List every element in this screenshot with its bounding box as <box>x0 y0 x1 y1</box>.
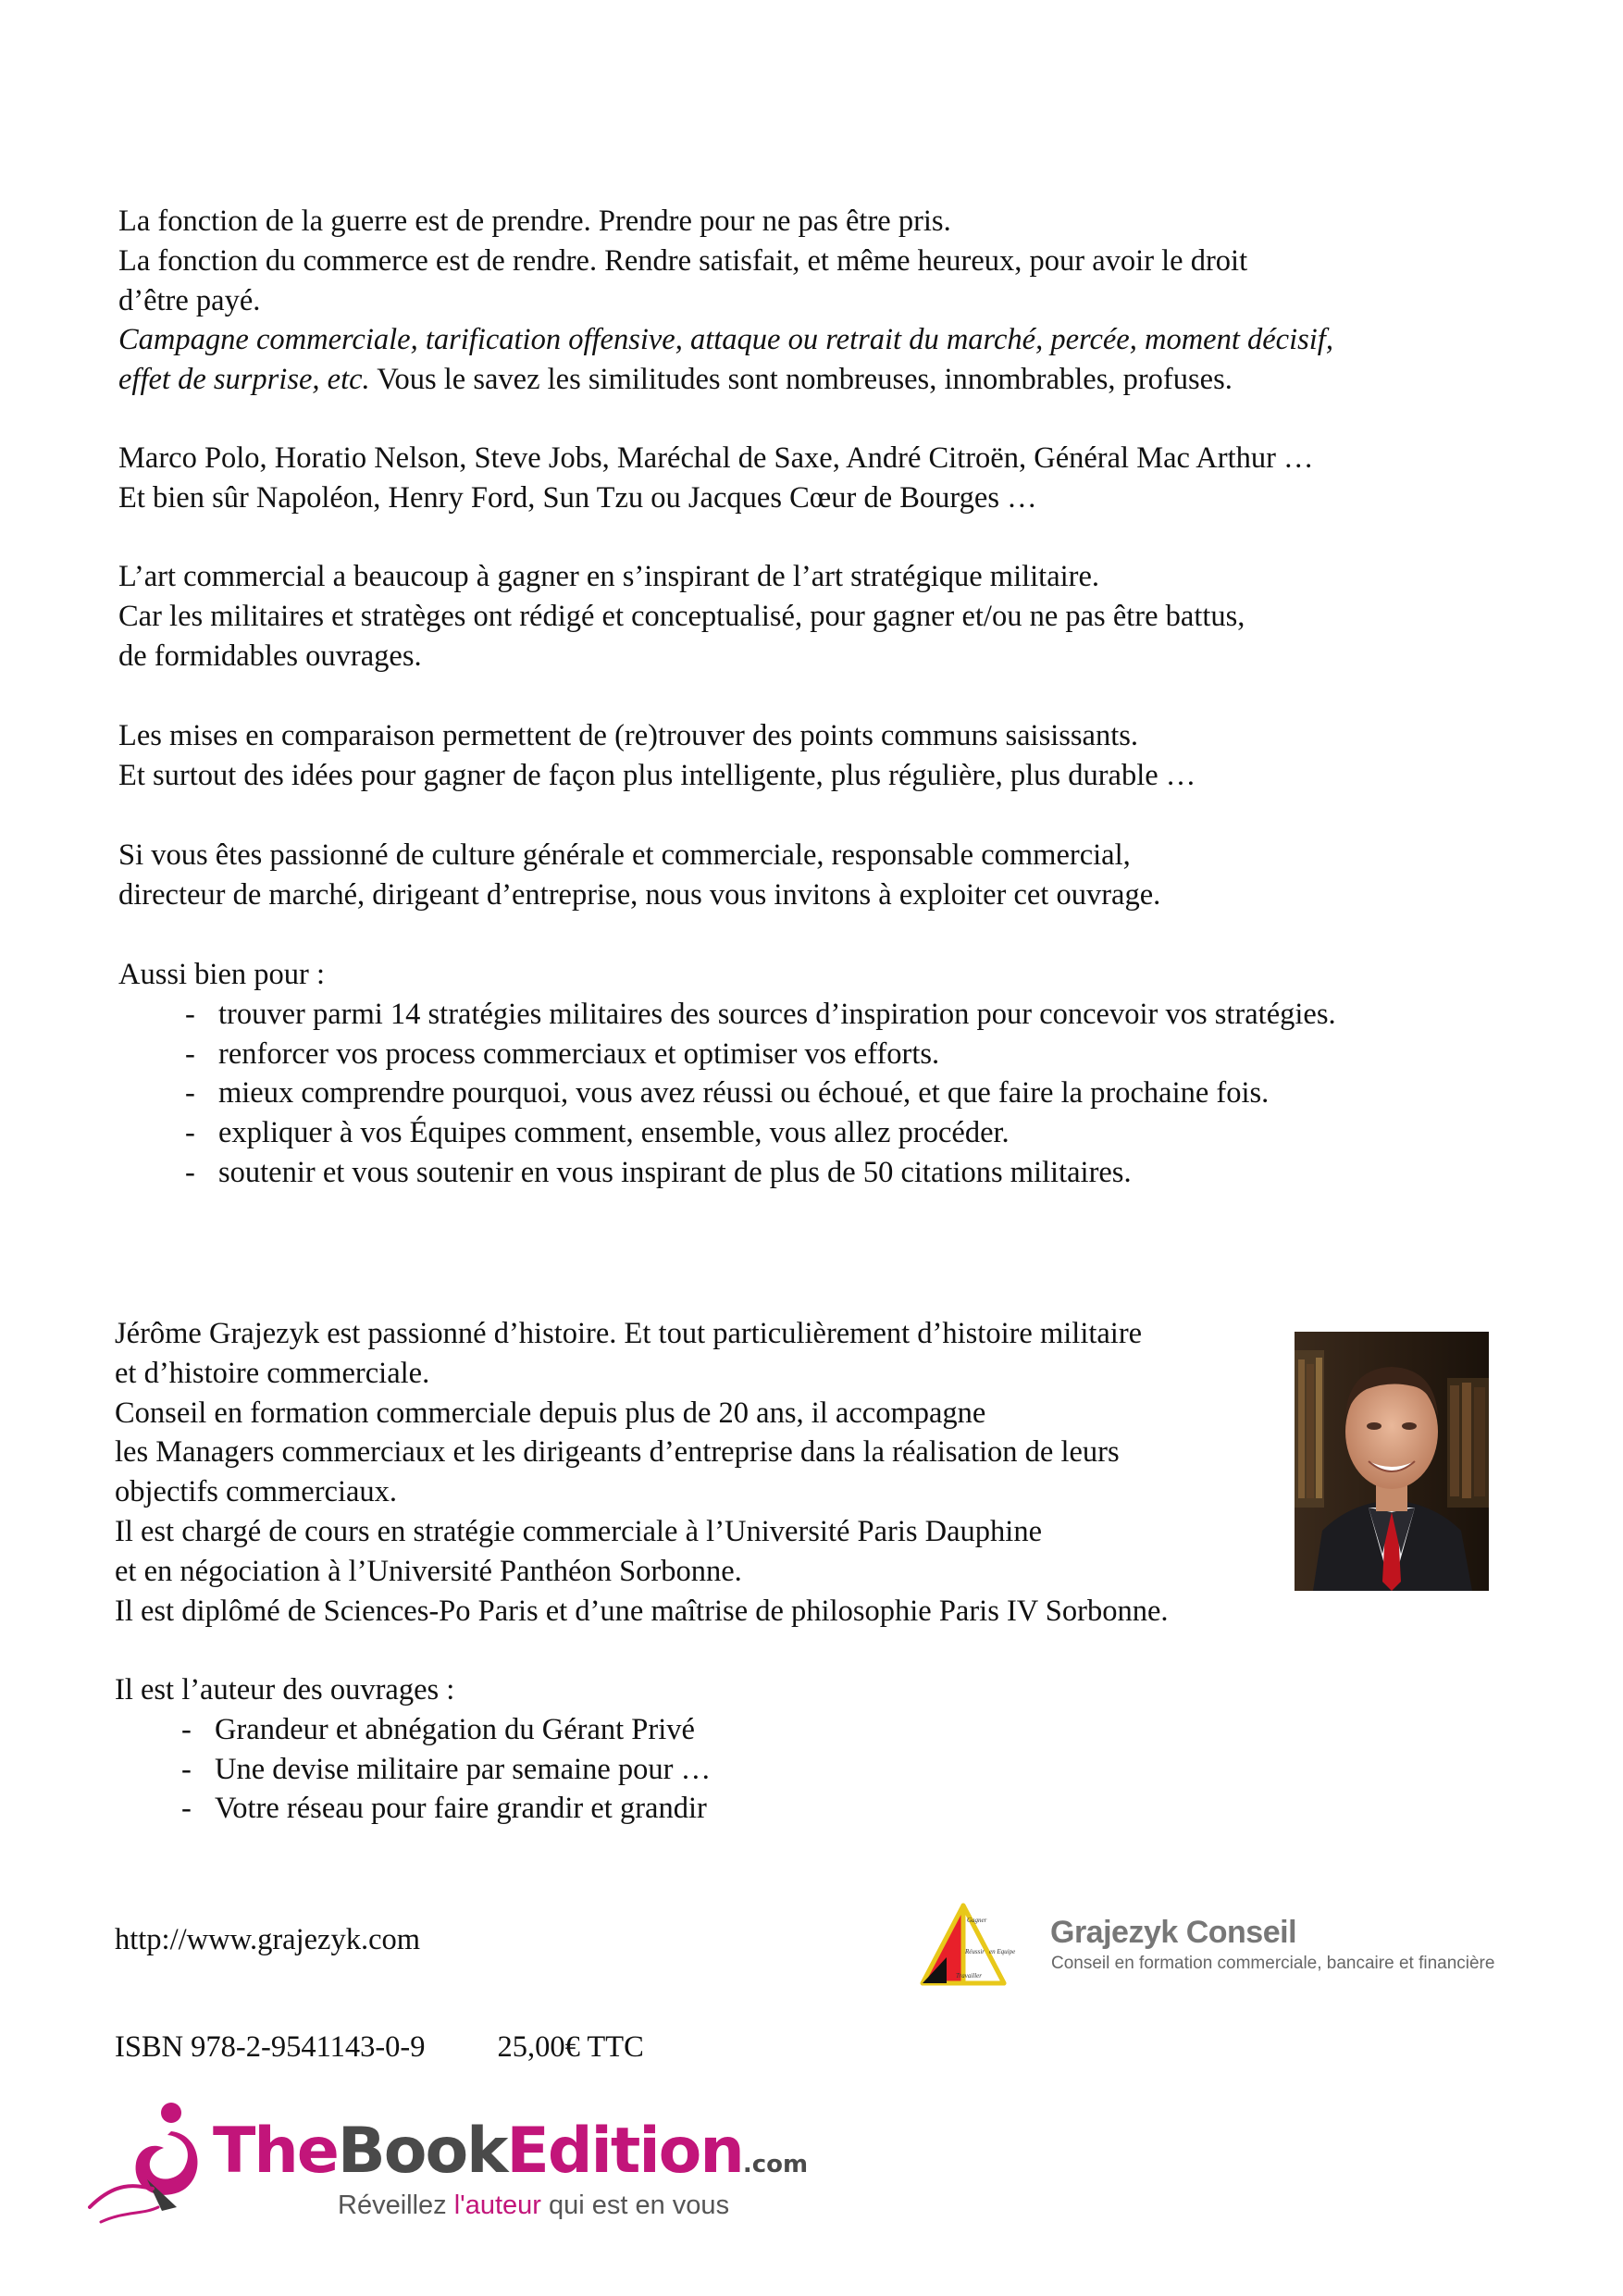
wordmark-com: .com <box>742 2151 809 2178</box>
author-bio-line: les Managers commerciaux et les dirigeants d’entreprise dans la réalisation de leurs <box>115 1435 1120 1470</box>
intro-line: La fonction du commerce est de rendre. Rendre satisfait, et même heureux, pour avoir le droit <box>118 243 1248 278</box>
list-item: - Grandeur et abnégation du Gérant Privé <box>115 1710 711 1750</box>
uses-section <box>118 955 1336 1193</box>
list-item: - mieux comprendre pourquoi, vous avez réussi ou échoué, et que faire la prochaine fois. <box>118 1074 1336 1113</box>
author-bio-line: Il est diplômé de Sciences-Po Paris et d’une maîtrise de philosophie Paris IV Sorbonne. <box>115 1594 1169 1628</box>
wordmark-edition: Edition <box>506 2115 743 2188</box>
tagline-highlight: l'auteur <box>453 2191 541 2220</box>
intro-line <box>118 360 1333 400</box>
consultancy-tagline: Conseil en formation commerciale, bancaire et financière <box>1051 1954 1495 1973</box>
works-lead: Il est l’auteur des ouvrages : <box>115 1673 455 1706</box>
author-bio-line: et d’histoire commerciale. <box>115 1356 430 1390</box>
tagline-part: qui est en vous <box>540 2191 730 2220</box>
author-bio-line: et en négociation à l’Université Panthéon Sorbonne. <box>115 1554 742 1588</box>
intro-line: d’être payé. <box>118 283 261 317</box>
triangle-word: Réussir <box>965 1948 985 1955</box>
tagline-part: Réveillez <box>338 2191 454 2220</box>
triangle-word: en Equipe <box>989 1948 1016 1955</box>
grajezyk-conseil-logo <box>919 1900 1493 1992</box>
thebookedition-logo <box>88 2096 847 2235</box>
intro-line <box>118 320 1333 360</box>
wordmark-the: The <box>213 2115 338 2188</box>
art-line: de formidables ouvrages. <box>118 639 422 673</box>
triangle-logo-icon <box>919 1900 1048 1992</box>
triangle-word: Gagner <box>967 1917 987 1924</box>
author-bio <box>115 1314 1169 1631</box>
list-item: - expliquer à vos Équipes comment, ensemble, vous allez procéder. <box>118 1113 1336 1153</box>
intro-italic: Campagne commerciale, tarification offensive, attaque ou retrait du marché, percée, moment décisif, <box>118 323 1333 357</box>
list-item: - renforcer vos process commerciaux et optimiser vos efforts. <box>118 1035 1336 1074</box>
intro-italic: effet de surprise, etc. <box>118 363 370 397</box>
audience-line: directeur de marché, dirigeant d’entreprise, nous vous invitons à exploiter cet ouvrage. <box>118 877 1161 912</box>
isbn-price-line <box>115 2028 644 2067</box>
isbn: ISBN 978-2-9541143-0-9 <box>115 2030 426 2064</box>
intro-text: Vous le savez les similitudes sont nombreuses, innombrables, profuses. <box>369 363 1233 397</box>
comparison-line: Les mises en comparaison permettent de (re)trouver des points communs saisissants. <box>118 719 1139 752</box>
wordmark-book: Book <box>337 2115 507 2188</box>
intro-line: La fonction de la guerre est de prendre. Prendre pour ne pas être pris. <box>118 205 951 238</box>
works-section <box>115 1670 711 1829</box>
author-bio-line: Il est chargé de cours en stratégie commerciale à l’Université Paris Dauphine <box>115 1514 1042 1548</box>
website-url[interactable]: http://www.grajezyk.com <box>115 1923 421 1956</box>
consultancy-name: Grajezyk Conseil <box>1050 1915 1297 1950</box>
publisher-wordmark <box>213 2115 809 2188</box>
publisher-tagline <box>338 2191 729 2221</box>
author-bio-line: Conseil en formation commerciale depuis plus de 20 ans, il accompagne <box>115 1396 986 1430</box>
price: 25,00€ TTC <box>497 2030 644 2064</box>
list-item: - Une devise militaire par semaine pour … <box>115 1750 711 1790</box>
author-photo <box>1295 1332 1489 1591</box>
uses-lead: Aussi bien pour : <box>118 958 325 991</box>
figures-line: Et bien sûr Napoléon, Henry Ford, Sun Tzu ou Jacques Cœur de Bourges … <box>118 480 1037 515</box>
audience-paragraph <box>118 836 1160 915</box>
art-paragraph <box>118 557 1245 676</box>
list-item: - soutenir et vous soutenir en vous inspirant de plus de 50 citations militaires. <box>118 1153 1336 1193</box>
person-swirl-logo-icon <box>88 2096 217 2235</box>
author-bio-line: objectifs commerciaux. <box>115 1475 398 1509</box>
audience-line: Si vous êtes passionné de culture générale et commerciale, responsable commercial, <box>118 838 1131 872</box>
author-bio-line: Jérôme Grajezyk est passionné d’histoire. Et tout particulièrement d’histoire militaire <box>115 1317 1143 1350</box>
comparison-line: Et surtout des idées pour gagner de façon plus intelligente, plus régulière, plus durable … <box>118 758 1196 792</box>
art-line: L’art commercial a beaucoup à gagner en s’inspirant de l’art stratégique militaire. <box>118 560 1100 593</box>
works-list <box>115 1710 711 1829</box>
list-item: - Votre réseau pour faire grandir et grandir <box>115 1789 711 1829</box>
intro-paragraph <box>118 202 1333 400</box>
figures-paragraph <box>118 439 1314 518</box>
figures-line: Marco Polo, Horatio Nelson, Steve Jobs, Maréchal de Saxe, André Citroën, Général Mac Arthur … <box>118 441 1314 475</box>
triangle-word: Travailler <box>956 1972 983 1980</box>
comparison-paragraph <box>118 716 1196 796</box>
art-line: Car les militaires et stratèges ont rédigé et conceptualisé, pour gagner et/ou ne pas être battus, <box>118 599 1245 633</box>
list-item: - trouver parmi 14 stratégies militaires des sources d’inspiration pour concevoir vos stratégies. <box>118 995 1336 1035</box>
uses-list <box>118 995 1336 1193</box>
